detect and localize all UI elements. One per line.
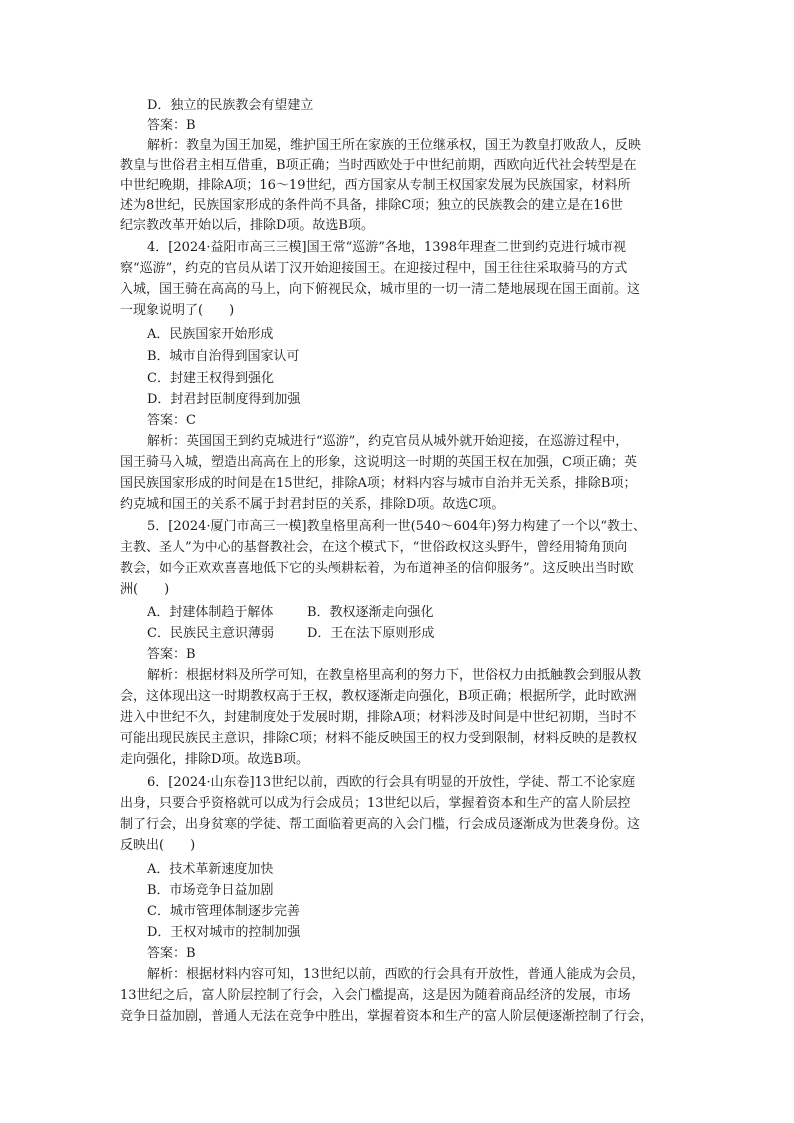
q3-option-d: D．独立的民族教会有望建立 <box>147 98 314 113</box>
q5-analysis-line: 解析：根据材料及所学可知，在教皇格里高利的努力下，世俗权力由抵触教会到服从教 <box>147 668 642 683</box>
q6-stem-line: 制了行会，出身贫寒的学徒、帮工面临着更高的入会门槛，行会成员逐渐成为世袭身份。这 <box>120 817 641 832</box>
q6-analysis-line: 解析：根据材料内容可知，13世纪以前，西欧的行会具有开放性，普通人能成为会员， <box>147 967 645 982</box>
q6-analysis-line: 13世纪之后，富人阶层控制了行会，入会门槛提高，这是因为随着商品经济的发展，市场 <box>120 988 631 1003</box>
q3-analysis-line: 中世纪晚期，排除A项；16～19世纪，西方国家从专制王权国家发展为民族国家，材料所 <box>120 178 631 193</box>
q6-option-d: D．王权对城市的控制加强 <box>147 925 301 940</box>
q6-stem-line: 6．[2024·山东卷]13世纪以前，西欧的行会具有明显的开放性，学徒、帮工不论家庭 <box>147 775 636 790</box>
q6-answer: 答案：B <box>147 946 196 961</box>
q3-analysis-line: 述为8世纪，民族国家形成的条件尚不具备，排除C项；独立的民族教会的建立是在16世 <box>120 198 623 213</box>
q4-analysis-line: 国民族国家形成的时间是在15世纪，排除A项；材料内容与城市自治并无关系，排除B项； <box>120 476 637 491</box>
q5-analysis-line: 走向强化，排除D项。故选B项。 <box>120 752 309 767</box>
q4-option-a: A．民族国家开始形成 <box>147 327 274 342</box>
q4-answer: 答案：C <box>147 413 196 428</box>
q5-stem-line: 教会，如今正欢欢喜喜地低下它的头颅耕耘着，为布道神圣的信仰服务”。这反映出当时欧 <box>120 561 634 576</box>
q6-option-b: B．市场竞争日益加剧 <box>147 883 274 898</box>
q4-option-d: D．封君封臣制度得到加强 <box>147 392 301 407</box>
q6-analysis-line: 竞争日益加剧，普通人无法在竞争中胜出，掌握着资本和生产的富人阶层便逐渐控制了行会， <box>120 1009 654 1024</box>
q3-analysis-line: 解析：教皇为国王加冕，维护国王所在家族的王位继承权，国王为教皇打败敌人，反映 <box>147 138 642 153</box>
q6-option-a: A．技术革新速度加快 <box>147 862 274 877</box>
q4-stem-line: 一现象说明了( ) <box>120 303 235 318</box>
q3-analysis-line: 纪宗教改革开始以后，排除D项。故选B项。 <box>120 218 374 233</box>
q4-analysis-line: 解析：英国国王到约克城进行“巡游”，约克官员从城外就开始迎接，在巡游过程中， <box>147 434 629 449</box>
q4-analysis-line: 约克城和国王的关系不属于封君封臣的关系，排除D项。故选C项。 <box>120 497 505 512</box>
q5-answer: 答案：B <box>147 647 196 662</box>
q5-analysis-line: 可能出现民族民主意识，排除C项；材料不能反映国王的权力受到限制，材料反映的是教权 <box>120 731 637 746</box>
q4-analysis-line: 国王骑马入城，塑造出高高在上的形象，这说明这一时期的英国王权在加强，C项正确；英 <box>120 455 637 470</box>
q4-stem-line: 察“巡游”，约克的官员从诺丁汉开始迎接国王。在迎接过程中，国王往往采取骑马的方式 <box>120 261 628 276</box>
q3-analysis-line: 教皇与世俗君主相互借重，B项正确；当时西欧处于中世纪前期，西欧向近代社会转型是在 <box>120 158 637 173</box>
q3-answer: 答案：B <box>147 118 196 133</box>
q5-option-a: A．封建体制趋于解体 <box>147 605 274 620</box>
q5-option-b: B．教权逐渐走向强化 <box>307 605 434 620</box>
q5-options-row-1 <box>147 603 680 623</box>
q6-stem-line: 出身，只要合乎资格就可以成为行会成员；13世纪以后，掌握着资本和生产的富人阶层控 <box>120 796 631 811</box>
q5-stem-line: 主教、圣人”为中心的基督教社会，在这个模式下，“世俗政权这头野牛，曾经用犄角顶向 <box>120 540 628 555</box>
q4-option-b: B．城市自治得到国家认可 <box>147 349 300 364</box>
q4-stem-line: 4．[2024·益阳市高三三模]国王常“巡游”各地，1398年理查二世到约克进行城市视 <box>147 240 627 255</box>
q5-options-row-2 <box>147 624 680 644</box>
q5-option-c: C．民族民主意识薄弱 <box>147 626 274 641</box>
q5-analysis-line: 会，这体现出这一时期教权高于王权，教权逐渐走向强化，B项正确；根据所学，此时欧洲 <box>120 689 637 704</box>
q6-stem-line: 反映出( ) <box>120 838 196 853</box>
q5-stem-line: 洲( ) <box>120 582 170 597</box>
q5-option-d: D．王在法下原则形成 <box>307 626 435 641</box>
q5-analysis-line: 进入中世纪不久，封建制度处于发展时期，排除A项；材料涉及时间是中世纪初期，当时不 <box>120 710 637 725</box>
q6-option-c: C．城市管理体制逐步完善 <box>147 904 300 919</box>
q5-stem-line: 5．[2024·厦门市高三一模]教皇格里高利一世(540～604年)努力构建了一个以“教士、 <box>147 519 647 534</box>
q4-stem-line: 入城，国王骑在高高的马上，向下俯视民众，城市里的一切一清二楚地展现在国王面前。这 <box>120 282 641 297</box>
q4-option-c: C．封建王权得到强化 <box>147 371 274 386</box>
